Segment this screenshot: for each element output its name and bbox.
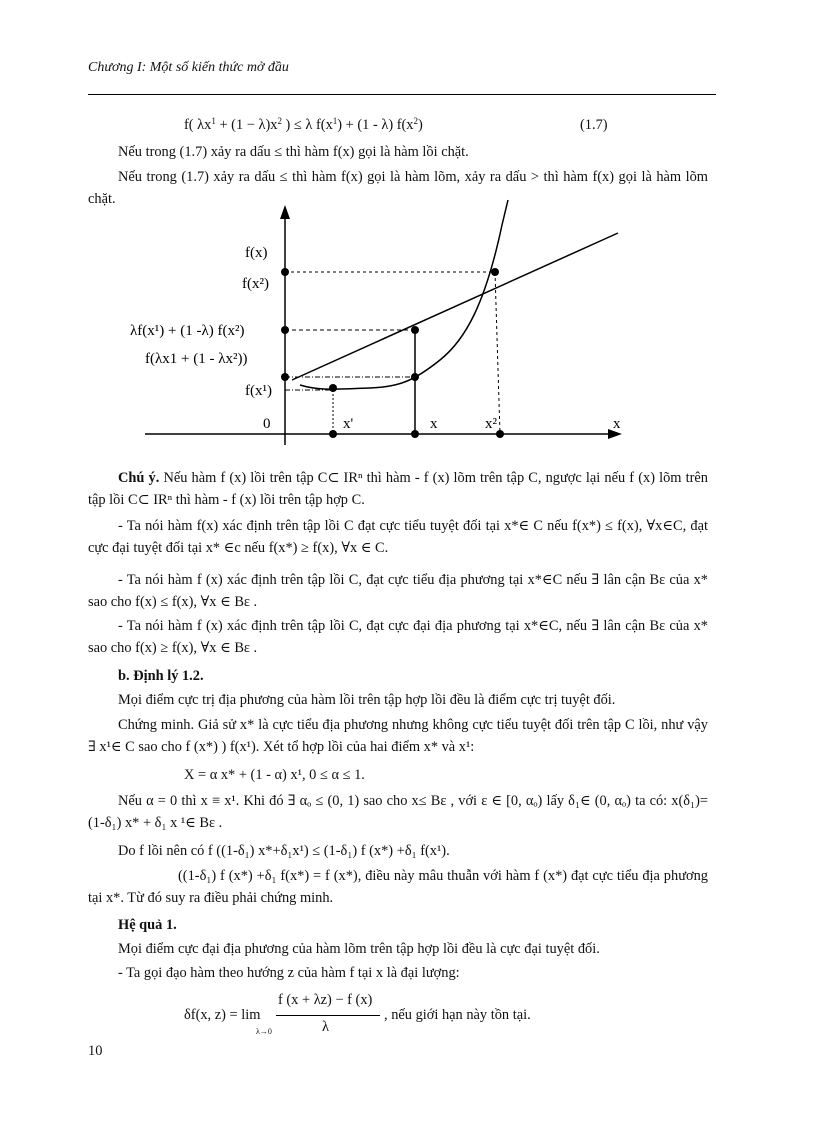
equation-1-7: f( $\lambda x^1 + (1 - \lambda)x^2$ ) ≤ λ $f(x^1) + (1 - \lambda)$ $f(x^2)$ xyxy=(184,116,423,133)
dot-x-axis xyxy=(411,430,419,438)
dot-x2-axis xyxy=(496,430,504,438)
label-origin: 0 xyxy=(263,416,271,432)
label-fcombo: f(λx1 + (1 - λx²)) xyxy=(145,351,248,367)
paragraph-strict-convex: Nếu trong (1.7) xảy ra dấu ≤ thì hàm f(x) gọi là hàm lồi chặt. xyxy=(118,144,469,160)
label-combo: λf(x¹) + (1 -λ) f(x²) xyxy=(130,323,245,339)
label-fx1: f(x¹) xyxy=(245,383,272,399)
dot-fx2-axis xyxy=(281,268,289,276)
equation-tag: (1.7) xyxy=(580,117,608,133)
paragraph-concave: Nếu trong (1.7) xảy ra dấu ≤ thì hàm f(x) gọi là hàm lõm, xảy ra dấu > thì hàm f(x) gọi là hàm lõm chặt. xyxy=(88,169,708,207)
label-x-axis: x xyxy=(613,416,621,432)
convex-curve xyxy=(300,200,508,389)
theorem-text: Mọi điểm cực trị địa phương của hàm lồi trên tập hợp lồi đều là điểm cực trị tuyệt đối. xyxy=(118,692,616,708)
dot-x2-curve xyxy=(491,268,499,276)
dot-combo-axis xyxy=(281,326,289,334)
definition-local-minimum: - Ta nói hàm f (x) xác định trên tập lồi C, đạt cực tiểu địa phương tại x*∈C nếu ∃ lân cận Bε của x* sao cho f(x) ≤ f(x), ∀x ∈ Bε . xyxy=(88,572,708,610)
proof-paragraph-2: Nếu α = 0 thì x ≡ x¹. Khi đó ∃ αₒ ≤ (0, 1) sao cho x≤ Bε , với ε ∈ [0, αₒ) lấy δ₁∈ (0, αₒ) ta có: x(δ₁)= (1-δ₁) x* + δ₁ x ¹∈ Bε . xyxy=(88,793,708,831)
dot-x1-curve xyxy=(329,384,337,392)
running-header: Chương I: Một số kiến thức mở đầu xyxy=(88,60,289,75)
guide-x2 xyxy=(495,272,500,434)
chord-line xyxy=(292,233,618,380)
dot-fcombo-axis xyxy=(281,373,289,381)
proof-paragraph-1: Chứng minh. Giả sử x* là cực tiểu địa phương nhưng không cực tiểu tuyệt đối trên tập C lồi, như vậy ∃ x¹∈ C sao cho f (x*) ) f(x¹). Xét tổ hợp lồi của hai điểm x* và x¹: xyxy=(88,717,708,755)
convexity-figure xyxy=(130,195,630,445)
dot-x-chord xyxy=(411,326,419,334)
definition-absolute-extremum: - Ta nói hàm f(x) xác định trên tập lồi C đạt cực tiểu tuyệt đối tại x*∈ C nếu f(x*) ≤ f(x), ∀x∈C, đạt cực đại tuyệt đối tại x* ∈c nếu f(x*) ≥ f(x), ∀x ∈ C. xyxy=(88,518,708,556)
page-number: 10 xyxy=(88,1043,103,1059)
directional-derivative-intro: - Ta gọi đạo hàm theo hướng z của hàm f tại x là đại lượng: xyxy=(118,965,460,981)
proof-paragraph-4: ((1-δ₁) f (x*) +δ₁ f(x*) = f (x*), điều này mâu thuẫn với hàm f (x*) đạt cực tiểu địa phương tại x*. Từ đó suy ra điều phải chứng minh. xyxy=(88,868,708,906)
dot-x1-axis xyxy=(329,430,337,438)
header-rule xyxy=(88,94,716,95)
proof-paragraph-3: Do f lồi nên có f ((1-δ₁) x*+δ₁x¹) ≤ (1-δ₁) f (x*) +δ₁ f(x¹). xyxy=(118,843,450,859)
label-fx2: f(x²) xyxy=(242,276,269,292)
y-axis-arrow xyxy=(280,205,290,219)
corollary-text: Mọi điểm cực đại địa phương của hàm lõm trên tập hợp lồi đều là cực đại tuyệt đối. xyxy=(118,941,600,957)
dot-x-curve xyxy=(411,373,419,381)
label-xprime: x' xyxy=(343,416,354,432)
note-paragraph: Chú ý. Nếu hàm f (x) lồi trên tập C⊂ IRⁿ thì hàm - f (x) lõm trên tập C, ngược lại nếu f (x) lõm trên tập lồi C⊂ IRⁿ thì hàm - f (x) lồi trên tập hợp C. xyxy=(88,470,708,508)
convex-combination-eq: X = α x* + (1 - α) x¹, 0 ≤ α ≤ 1. xyxy=(184,767,365,783)
theorem-title: b. Định lý 1.2. xyxy=(118,668,204,684)
label-x2: x² xyxy=(485,416,497,432)
label-fx: f(x) xyxy=(245,245,268,261)
definition-local-maximum: - Ta nói hàm f (x) xác định trên tập lồi C, đạt cực đại địa phương tại x*∈C, nếu ∃ lân cận Bε của x* sao cho f(x) ≥ f(x), ∀x ∈ Bε . xyxy=(88,618,708,656)
corollary-title: Hệ quả 1. xyxy=(118,917,177,933)
label-x: x xyxy=(430,416,438,432)
